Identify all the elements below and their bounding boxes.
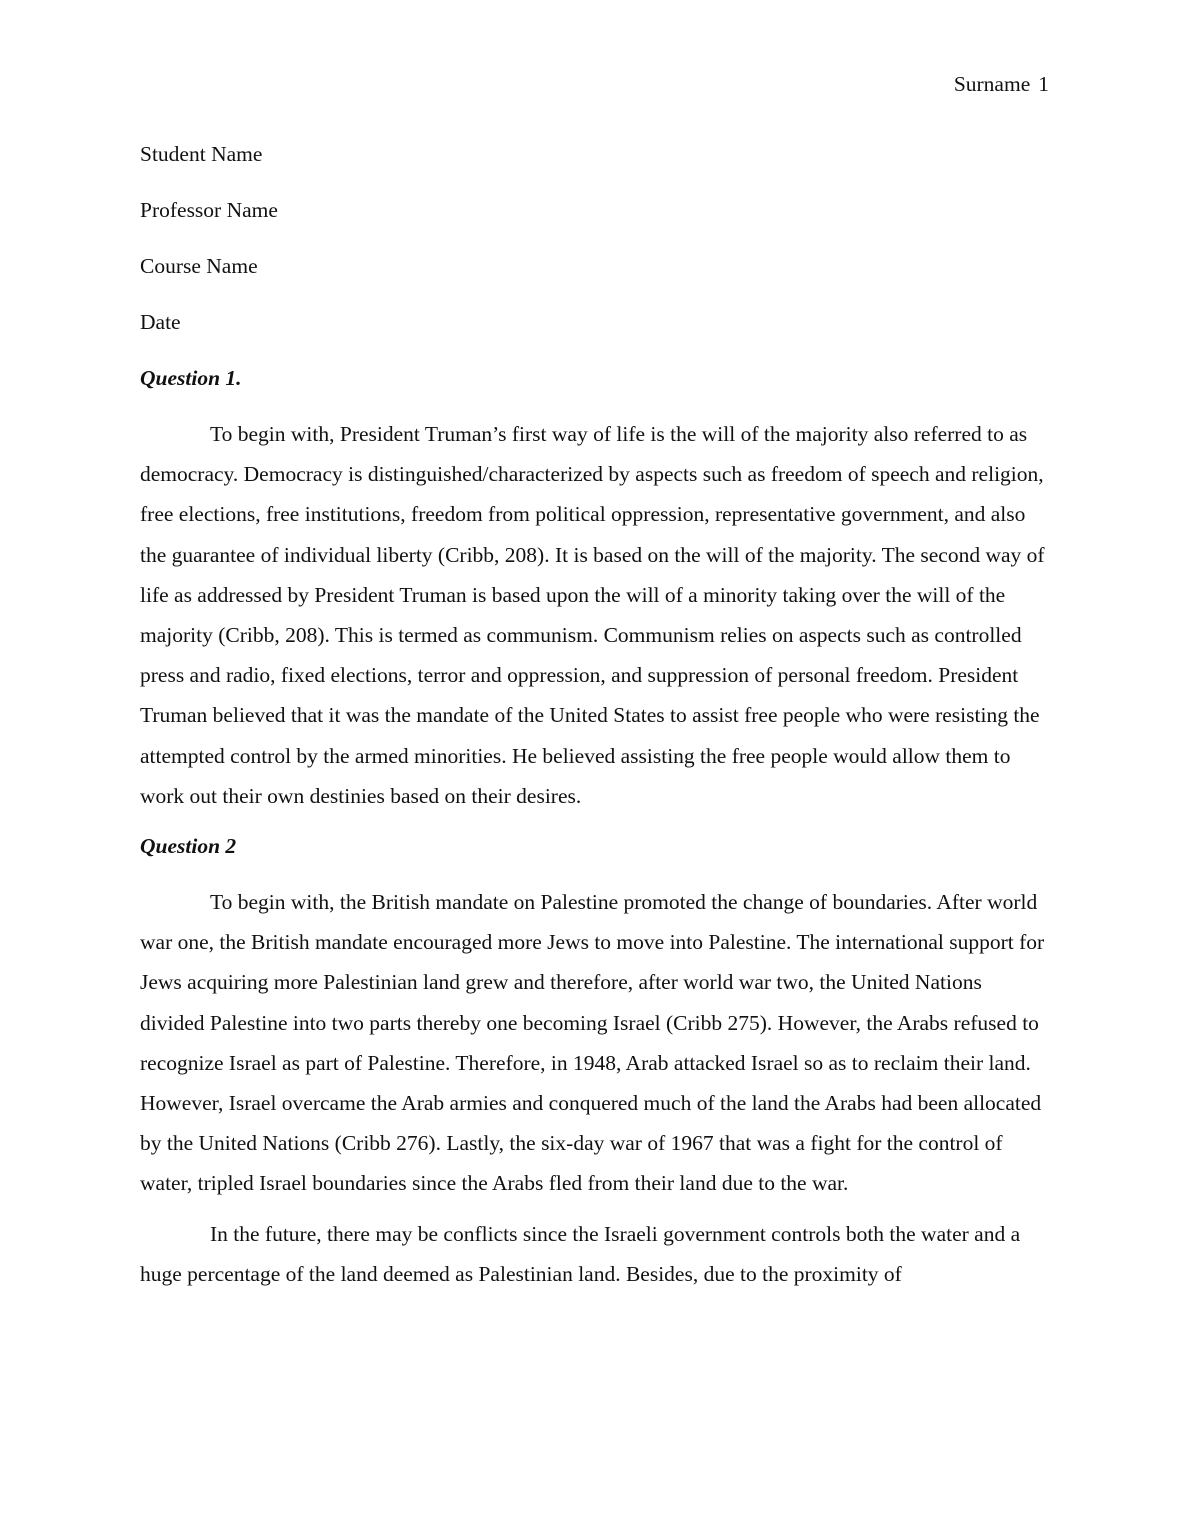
page-number: 1 [1038, 72, 1049, 96]
header-surname: Surname [953, 72, 1031, 96]
date: Date [140, 310, 181, 334]
paragraph: To begin with, President Truman’s first way of life is the will of the majority also referred to as democracy. Democracy is distinguished/characterized by aspects such as freedom of speech and religion, free elections, free institutions, freedom from political oppression, representative government, and also the guarantee of individual liberty (Cribb, 208). It is based on the will of the majority. The second way of life as addressed by President Truman is based upon the will of a minority taking over the will of the majority (Cribb, 208). This is termed as communism. Communism relies on aspects such as controlled press and radio, fixed elections, terror and oppression, and suppression of personal freedom. President Truman believed that it was the mandate of the United States to assist free people who were resisting the attempted control by the armed minorities. He believed assisting the free people would allow them to work out their own destinies based on their desires. [140, 422, 1045, 808]
paragraph: To begin with, the British mandate on Palestine promoted the change of boundaries. After world war one, the British mandate encouraged more Jews to move into Palestine. The international support for Jews acquiring more Palestinian land grew and therefore, after world war two, the United Nations divided Palestine into two parts thereby one becoming Israel (Cribb 275). However, the Arabs refused to recognize Israel as part of Palestine. Therefore, in 1948, Arab attacked Israel so as to reclaim their land. However, Israel overcame the Arab armies and conquered much of the land the Arabs had been allocated by the United Nations (Cribb 276). Lastly, the six-day war of 1967 that was a fight for the control of water, tripled Israel boundaries since the Arabs fled from their land due to the war. [140, 890, 1045, 1196]
paragraph: In the future, there may be conflicts since the Israeli government controls both the water and a huge percentage of the land deemed as Palestinian land. Besides, due to the proximity of [140, 1221, 1021, 1286]
running-header [954, 70, 1049, 98]
student-name: Student Name [140, 142, 263, 166]
professor-name: Professor Name [140, 198, 278, 222]
section-heading-question-1: Question 1. [140, 366, 242, 390]
course-name: Course Name [140, 254, 258, 278]
section-heading-question-2: Question 2 [140, 834, 237, 859]
document-body [140, 140, 1050, 1310]
